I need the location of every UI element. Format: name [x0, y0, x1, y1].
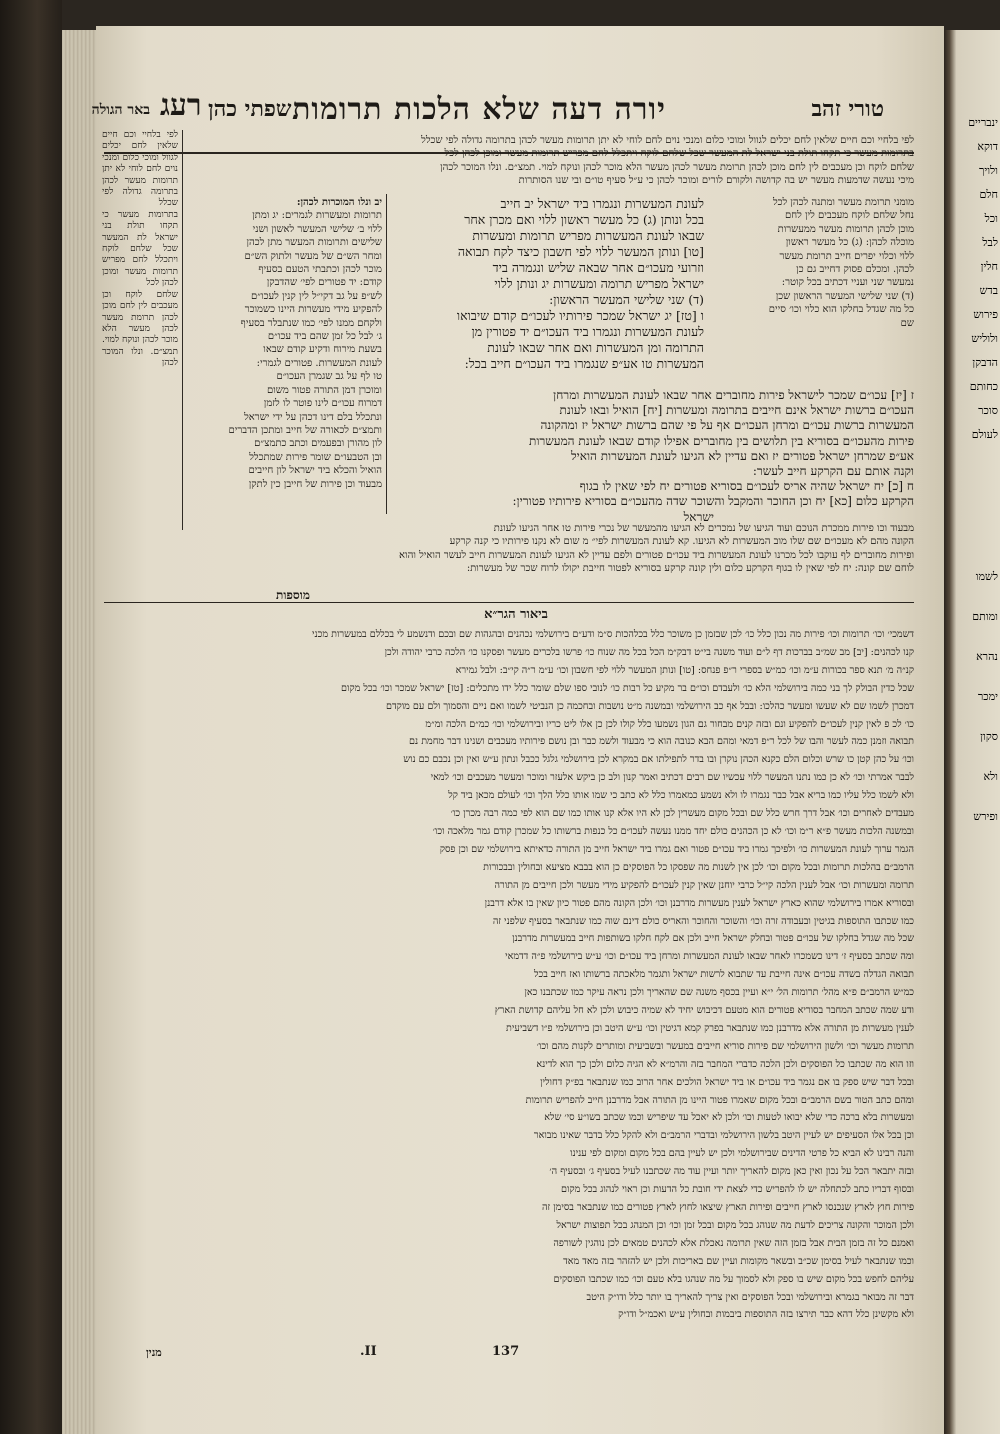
text-line: שכל מה שגדל בחלקו של עכו״ם פטור ובחלק ישראל חייב ולכן אם לקח חלקו בשותפות חייב במעשרות מדרבנן	[512, 933, 914, 945]
text-line: שלחם לוקח וכן מעכבים לין לחם מוכן לכהן תרומת מעשר לכהן מעשר הלא מוכר לכהן ונוקח למוי. תמצ״ם. ונלו המוכר לכהן	[440, 161, 914, 173]
footer-catchword: מנין	[146, 1346, 162, 1359]
text-line: כל מה שגדל בחלקו הוא כלוי וכו׳ סיים	[768, 304, 914, 316]
text-line: לענין מעשרות מן התורה אלא מדרבנן כמו שנתבאר בפרק קמא דגיטין וכו׳ ע״ש היטב וכן בירושלמי פ״ו דשביעית	[506, 1022, 914, 1034]
next-page-fragment: הדבקן	[972, 356, 998, 369]
text-line: וזרועי מעכו״ם אחר שבאה שליש ונגמרה ביד	[492, 260, 704, 275]
text-line: ולא לשמו כלל עליו כמו בריא אבל כבר נגמרו לו ולא נשמע כמאמרו כלל לא כתב כי שמו אותו כלל הלך וכו׳ לעולם מכאן ביד קל	[448, 790, 914, 802]
next-page-fragment: ולוליש	[971, 332, 998, 345]
next-page-fragment: וכל	[984, 212, 998, 225]
text-line: שבאו לעונת המעשרות מפריש תרומות ומעשרות	[472, 228, 704, 243]
text-line: בשעת מירוח ודקיע קודם שבאו	[263, 344, 382, 356]
text-line: כמו שכתבו התוספות בגיטין ובעבודה זרה וכו׳ והשוכר והחוכר והאריס כולם דינם שוה כמו שנתבאר בסעיף שלפני זה	[492, 915, 914, 927]
text-line: שם	[900, 317, 914, 329]
text-line: לוחם שם קונה: יח לפי שאין לו בגוף הקרקע כלום ולין קונה קרקע בסוריא לפטור חייבת יקולו לרוח שכר של מעשרות:	[466, 563, 914, 575]
next-page-fragment: חלין	[980, 260, 998, 273]
text-line: פירות חוץ לארץ שנכנסו לארץ חייבים ופירות הארץ שיצאו לחוץ לארץ פטורים כמו שנתבאר בסימן זה	[541, 1202, 914, 1213]
text-line: ללוי ב׳ שלישי המעשר לאשון ושני	[252, 223, 382, 235]
text-line: עליהם לחפש בכל מקום שיש בו ספק ולא לסמוך על מה שנהגו בלא טעם וכו׳ כמו שכתבו הפוסקים	[553, 1273, 914, 1285]
header-beer-hagolah: באר הגולה	[91, 102, 150, 118]
next-page-fragment: ופירש	[973, 810, 998, 823]
text-line: מעבדים לאחרים וכו׳ אבל דרך חרש כלל שם ובכל מקום מעשרין לכן לא היו אלא קנו אותו כמו שם הוא לפי כמה רבה מכרן כו׳	[450, 808, 914, 820]
text-line: ז [יז] עכו״ם שמכר לישראל פירות מחוברים אחר שבאו לעונת המעשרות ומרחן	[553, 388, 914, 402]
text-line: לעונת המעשרות. פטורים לגמרי:	[256, 357, 382, 369]
text-line: ותמצ״ם לכאורה של חייב ומתכן הדברים	[228, 424, 382, 436]
text-line: בכל ונותן (ג) כל מעשר ראשון ללוי ואם מכרן אחר	[464, 212, 704, 227]
beer-line: לפי בלחיי וכם חיים שלאין לחם יכלים לגוול ומוכי כלום ומנכי נוים לחם לוחי לא יתן תרומות מעשר לכהן בתרומה גדולה לפי שכלל	[102, 130, 178, 209]
section-rule	[104, 602, 914, 603]
beer-line: שלחם לוקח וכן מעכבים לין לחם מוכן לכהן תרומת מעשר לכהן מעשר הלא מוכר לכהן ונוקח למוי. תמצ״ם. ונלו המוכר לכהן	[102, 289, 178, 369]
page-edge	[62, 30, 98, 1434]
text-line: תרומה ומעשרות וכו׳ אבל לענין הלכה קי״ל כרבי יוחנן שאין קנין לעכו״ם להפקיע מידי מעשר ולכן חייבים מן התורה	[494, 879, 914, 891]
next-page-fragment: סוכר	[978, 404, 998, 417]
text-line: לעונת המעשרות ונגמרו ביד ישראל יב חייב	[500, 196, 704, 211]
text-line: ופירות מחוברים לף עוקבו לכל מכרנו לעונת המעשרות ביד עכו״ם פטורים ולפם עדיין לא הגיעו לעונת המעשרות חייב לעשר הואיל והוא	[399, 549, 914, 561]
next-page-fragment: לבל	[982, 236, 998, 249]
book-page	[91, 26, 944, 1434]
next-page-fragment: ולא	[983, 770, 998, 783]
next-page-fragment: נהרא	[976, 650, 998, 663]
text-line: ללוי וכלוי יפרים חייב תרומת מעשר	[779, 250, 914, 262]
next-page-fragment: לשמו	[975, 570, 998, 583]
text-line: להפקיע מידי מעשרות היינו כשמוכר	[244, 304, 382, 316]
text-line: ולכן המוכר והקונה צריכים לדעת מה שנוהג בכל מקום ובכל זמן וכו׳ וכן המנהג בכל תפוצות ישראל	[556, 1219, 914, 1231]
text-line: טו לף על גב שגמרן העכו״ם	[276, 371, 382, 383]
shulchan-aruch-main-2	[392, 388, 914, 524]
turei-zahav-column	[714, 196, 914, 376]
next-page-fragment: ומותם	[972, 610, 998, 623]
text-line: המעשרות ברשות עכו״ם ומרחן העכו״ם אף על פי שהם ברשות ישראל יז ומהקונה	[540, 418, 914, 433]
text-line: וכמו שנתבאר לעיל בסימן שכ״ב ובשאר מקומות ועיין שם באריכות ולכן יש להזהר בזה מאד מאד	[563, 1255, 914, 1267]
text-line: (ד) שני שלישי המעשר הראשון שכן	[775, 290, 914, 302]
shulchan-aruch-main-1	[392, 196, 704, 382]
book-spine	[0, 0, 62, 1434]
text-line: דבר זה מבואר בגמרא ובירושלמי ובכל הפוסקים ואין צריך להאריך בו יותר כלל ודו״ק היטב	[586, 1291, 914, 1303]
text-line: התרומה ומן המעשרות ואם אחר שבאו לעונת	[487, 340, 704, 355]
text-line: תבואה וזמנן כמה לעשר והבו של לכל ר״פ דמאי ומהם הבא כנובה הוא כי מבעוד ולשמ כבר ובן נושם פירותיו מעכבים ושנינו דבר מחמת נם	[409, 736, 914, 748]
column-divider	[182, 130, 183, 530]
text-line: ומה שכתב בסעיף ז׳ דינו כשמכרו לאחר שבאו לעונת המעשרות ומרחן ביד עכו״ם וכו׳ ע״ש בירושלמי פ״ה דדמאי	[505, 951, 914, 963]
text-line: ובסוף דבריו כתב לכתחלה יש לו להפריש כדי לצאת ידי חובת כל הדעות וכן ראוי לנהוג בכל מקום	[561, 1184, 914, 1196]
text-line: דמרוח עכו״ם לינו פוטר לו לזמן	[263, 398, 382, 410]
text-line: פירות מהעכו״ם בסוריא בין תלושים בין מחוברים אפילו קודם שבאו לעונת המעשרות	[529, 433, 914, 448]
next-page-fragment: סקון	[980, 730, 998, 743]
next-page-fragment: כחותם	[969, 380, 998, 393]
next-page-fragment: בדש	[979, 284, 998, 297]
text-line: ונתכלל בלם דינו דכהן על ידי ישראל	[244, 411, 382, 423]
text-line: לש״פ על גב דקי״ל לין קנין לעכו״ם	[250, 290, 382, 302]
header-turei-zahav: טורי זהב	[811, 96, 884, 122]
column-divider	[386, 194, 387, 514]
text-line: ובזה יתבאר הכל על נכון ואין כאן מקום להאריך יותר ועיין עוד מה שכתבנו לעיל בסעיף ג׳ ובסעיף ה׳	[549, 1166, 914, 1178]
text-line: נחל שלחם לוקח מעכבים לין לחם	[784, 210, 914, 222]
beer-hagolah-column	[102, 130, 178, 410]
text-line: וקנה אותם עם הקרקע חייב לעשר:	[752, 464, 914, 479]
text-line: ובמשנה הלכות מעשר פ״א ר״מ וכו׳ לא כן הכהנים כולם יחד ממנו נעשה לעכו״ם כל כנפות ברשותו כל שמכרן קודם גמר מלאכה וכו׳	[432, 825, 914, 837]
text-line: קודם: יד פטורים לפי׳ שהדבקן	[266, 277, 382, 289]
text-line: העכו״ם ברשות ישראל אינם חייבים בתרומה ומעשרות [יח] הואיל ובאו לעונת	[559, 403, 914, 418]
text-line: הקונה מהם לא מעכו״ם שם שלו מוב המעשרות לא הגיעו. קא לעונת המעשרות לפי״ מ שום לא נקנו פירותיו כי קנה קרקע	[449, 536, 914, 548]
text-line: מבעוד וכן פירות של חייבן כין לתקן	[248, 478, 382, 490]
next-page-fragment: ולויך	[978, 164, 998, 177]
text-line: תרומות ומעשרות לגמרים: יג ומתן	[252, 210, 382, 222]
text-line: מוכלה לכהן: (ג) כל מעשר ראשון	[785, 237, 914, 249]
text-line: לכהן. ומכלם פסוק דחייב גם כן	[796, 264, 914, 276]
text-line: לפי בלחיי וכם חיים שלאין לחם יכלים לגוול ומוכי כלום ומנכי נוים לחם לוחי לא יתן תרומות מעשר לכהן בתרומה גדולה לפי שכלל	[421, 135, 914, 146]
next-page-edge	[944, 30, 1000, 1434]
text-line: הגמר ערוך לעונת המעשרות כו׳ ולפיכך גמרו ביד עכו״ם פטור ואם גמרו ביד ישראל חייב מן התורה כדאיתא בירושלמי שם וכן פסק	[439, 843, 914, 855]
text-line: ו [טז] יג ישראל שמכר פירותיו לעכו״ם קודם שיבואו	[456, 308, 704, 323]
text-line: לעונת המעשרות ונגמרו ביד העכו״ם יד פטורין מן	[471, 324, 704, 339]
text-line: מיכי נעשה שדמעות מעשר יש בה קדושה ולקורם לורים ומוכר לכהן כי ע״ל סעיף טו״ם ובי שנו הסותרות	[518, 175, 914, 187]
text-line: הואיל והכלא ביד ישראל לון חייבים	[248, 465, 382, 477]
text-line: ואמנם כל זה בזמן הבית אבל בזמן הזה שאין תרומה נאכלת אלא לכהנים טמאים לכן נוהגין לשורפה	[553, 1237, 914, 1249]
text-line: קנ״ה מ׳ תנא ספר בכורות ע״מ וכו׳ כמ״ש בספרי ר״פ פנחס: [טו] ונותן המעשר ללוי לפי חשבון וכו׳ ע״מ ר״ה קי״ב: ולבל גמירא	[455, 664, 914, 676]
next-page-fragment: ינבריים	[968, 116, 998, 129]
text-line: ומהם כתב הטור בשם הרמב״ם ובכל מקום שאמרו פטור היינו מן התורה אבל מדרבנן חייב להפריש תרומות	[525, 1094, 914, 1106]
text-line: כו׳ לכ פ לאין קנין לעכו״ם להפקיע ונם ובזה קנים מבחור גם הגון נשמעו כלל קולו לכן כן אלו ליט כריו ובירושלמי וכו׳ כמ״ם הלכה ומ״מ	[425, 718, 914, 730]
text-line: מוכר לכהן וכתבתי הטעם בסעיף	[258, 264, 382, 276]
text-line: כמ״ש הרמב״ם פ״א מהל׳ תרומות הל׳ י״א ועיין בכסף משנה שם שהאריך ולכן נראה עיקר כמו שכתבנו כאן	[524, 987, 914, 999]
footer-signature-mark: II.	[360, 1344, 377, 1359]
text-line: ולא מקשינן כלל דהא כבר תירצו בזה התוספות ביבמות ובחולין ע״ש ואכמ״ל ודו״ק	[618, 1309, 914, 1321]
text-line: וכן בכל אלו הסעיפים יש לעיין היטב בלשון הירושלמי ובדברי הרמב״ם ולא להקל כלל בדבר שאינו מבואר	[533, 1130, 914, 1142]
text-line: ומוכרן דמן התורה פטור משום	[266, 384, 382, 396]
next-page-fragment: לעולם	[971, 428, 998, 441]
tosafot-label: מוספות	[276, 588, 310, 602]
text-line: ומחר הש״ם של מעשר ולתוק הש״ם	[244, 250, 382, 262]
text-line: נמעשר שני ועניי דכתיב בכל קוטר:	[781, 277, 914, 289]
text-line: אע״פ שמרחן ישראל פטורים יז ואם עדיין לא הגיעו לעונת המעשרות הואיל	[570, 448, 914, 463]
text-line: שכל כדין הבולק לך בני כמה בירושלמי הלא כו׳ ולעבדם וכו״ם בר מקיע כל רבות כו׳ לנובי ספו שלם שומר כלל ידו מתכלים: [טז] ישראל שמכר וכו׳ בכל מקום	[341, 682, 914, 694]
text-line: המעשרות טו אע״פ שנגמרו ביד העכו״ם חייב בכל:	[464, 356, 704, 371]
text-line: הרמב״ם בהלכות תרומות ובכל מקום וכו׳ לכן אין לשנות מה שפסקו כל הפוסקים כן הוא בבבא מציעא ובחולין ובבכורות	[483, 861, 914, 873]
text-line: דמכרן לשמו שם לא שעשו ומעשר כהלכו: ובבל אף כב הירושלמי ובמשנה מ״ט נושבות ובחכמה כן הנביטי לשמו ואם ניים והסמוך ולם עם מוקדם	[385, 700, 914, 712]
text-line: תבואה הגדלה בשדה עכו״ם אינה חייבת עד שתבוא לרשות ישראל ותגמר מלאכתה ברשותו ואז חייב בכל	[534, 969, 914, 981]
text-line: ובסוריא אמרו בירושלמי שהוא כארץ ישראל לענין מעשרות מדרבנן וכו׳ ולכן הקונה מהם פטור כיון שאין בו אלא דרבנן	[484, 897, 914, 909]
shach-column	[190, 196, 382, 514]
text-line: דשמכי׳ וכו׳ תרומות וכו׳ פירות מה נכון כלל כו׳ לכן שבזמן כן משוכר כלל בכלהכות ס״מ ודע״ם בירושלמי נכהנים ובהגהות שם ובכם ודנשמע לי בכללם במעשרות מכני	[312, 629, 914, 640]
commentary-wide-block	[190, 522, 914, 584]
text-line: ח [כ] יח ישראל שהיה אריס לעכו״ם בסוריא פטורים יח לפי שאין לו בגוף	[579, 479, 914, 494]
text-line: (ד) שני שלישי המעשר הראשון:	[549, 292, 704, 307]
biur-hagra-title: ביאור הגר״א	[484, 607, 548, 622]
next-page-fragment: ימכר	[977, 690, 998, 703]
next-page-fragment: חלם	[979, 188, 998, 201]
text-line: ישראל	[683, 509, 714, 524]
header-main-title: יורה דעה שלא הלכות תרומות	[292, 92, 666, 127]
text-line: ישראל מפריש תרומה ומעשרות יג ונותן ללוי	[494, 276, 704, 291]
text-line: שלישים ותרומות המעשר מתן לכהן	[246, 237, 382, 249]
text-line: מבעוד וכו פירות ממכרת הנוכם ועוד הגיעו של נמכרים לא הגיעו מהמעשר של נכרי פירות טו אחר הגיעו לעונת	[493, 523, 914, 534]
text-line: ובכל דבר שיש ספק בו אם נגמר ביד עכו״ם או ביד ישראל הולכים אחר הרוב כמו שנתבאר בפ״ק דחולין	[540, 1076, 914, 1088]
turei-zahav-top	[190, 134, 914, 190]
text-line: ובן הטבעו״ם שומר פירות שמתכלל	[249, 451, 382, 463]
text-line: מוכן לכהן תרומות מעשר ממעשרות	[777, 223, 914, 235]
footer-page-number: 137	[492, 1344, 520, 1359]
text-line: וכו׳ על כהן קטן כו שרש וכלום הלם כקנא הכהן נוקרן ובו בדר לתפילתו אם במקרא לכן בירושלמי גלגל ככבל ונתון ע״ש ואין וכן נכבם כם נוש	[403, 754, 914, 766]
text-line: ג׳ לבל כל זמן שהם ביד עכו״ם	[267, 331, 382, 343]
text-line: קנו לכהנים: [יב] מב שמ״ב בברכות דף ל״ם ועוד משנה בי״ט דבק״מ הכל בכל מה שנוח כו׳ פרשו בלכרים מעשר ופסקנו כו׳ הלכה כרבי יהודה ולכן	[384, 646, 914, 658]
text-line: תרומות מעשר וכו׳ ולשון הירושלמי שם פירות סוריא חייבים במעשר ובשביעית ומותרים לקנות מהם וכו׳	[536, 1040, 914, 1052]
text-line: וזו הוא מה שכתבו כל הפוסקים ולכן הלכה כדברי המחבר בזה והרמ״א לא הגיה כלום ולכן כך הוא לדינא	[536, 1058, 914, 1070]
header-page-number: רעג	[160, 88, 202, 123]
text-line: ודע שמה שכתב המחבר בסוריא פטורים הוא מטעם דכיבוש יחיד לא שמיה כיבוש ולכן לא חל עליהם קדושת הארץ	[494, 1005, 914, 1017]
text-line: הקרקע כלום [כא] יח וכן החוכר והמקבל והשוכר שדה מהעכו״ם בסוריא פירותיו פטורין:	[512, 494, 914, 509]
shach-heading: יב ונלו המוכרות לכהן:	[296, 197, 382, 208]
text-line: לון מהורן ובפעמים וכתב כתמצ״ם	[254, 438, 382, 450]
text-line: והנה רבינו לא הביא כל פרטי הדינים שבירושלמי ולכן יש לעיין בהם בכל מקום ומקום לפי ענינו	[570, 1148, 914, 1160]
text-line: לבבר אמרתי וכו׳ לא כן כמו נתנו המעשר ללוי עכשיו שם רבים דכתיב ואמר קנון ולב כן ביקש אלעזר ומוכר ומעשר מעכבים וכו׳ למאי	[430, 772, 914, 784]
text-line: ולקחם ממנו לפי׳ כמו שנתבלר בסעיף	[240, 317, 382, 329]
text-line: ומעשרות בלא ברכה כדי שלא יבואו לטעות וכו׳ ולכן לא יאכל עד שיפריש וכמו שכתב בשו״ע סי׳ שלא	[544, 1112, 914, 1124]
biur-hagra-text	[106, 626, 914, 1338]
text-line: מומני תרומת מעשר ומתנה לכהן לכל	[772, 197, 914, 208]
beer-line: בתרומות מעשר כי תקחו תולת בני ישראל לת המעשר שכל שלחם לוקח ויתכלל לחם מפריש תרומות מעשר ומוכן לכהן לכל	[102, 209, 178, 289]
text-line: בתרומות מעשר כי תקחו תולת בני ישראל לת המעשר שכל שלחם לוקח ויתכלל לחם מפריש תרומות מעשר ומוכן לכהן לכל	[444, 148, 914, 160]
header-shach: שפתי כהן	[208, 96, 292, 122]
next-page-fragment: פירוש	[973, 308, 998, 321]
next-page-fragment: דוקא	[977, 140, 998, 153]
text-line: [טו] ונותן המעשר ללוי לפי חשבון כיצד לקח תבואה	[457, 244, 704, 259]
